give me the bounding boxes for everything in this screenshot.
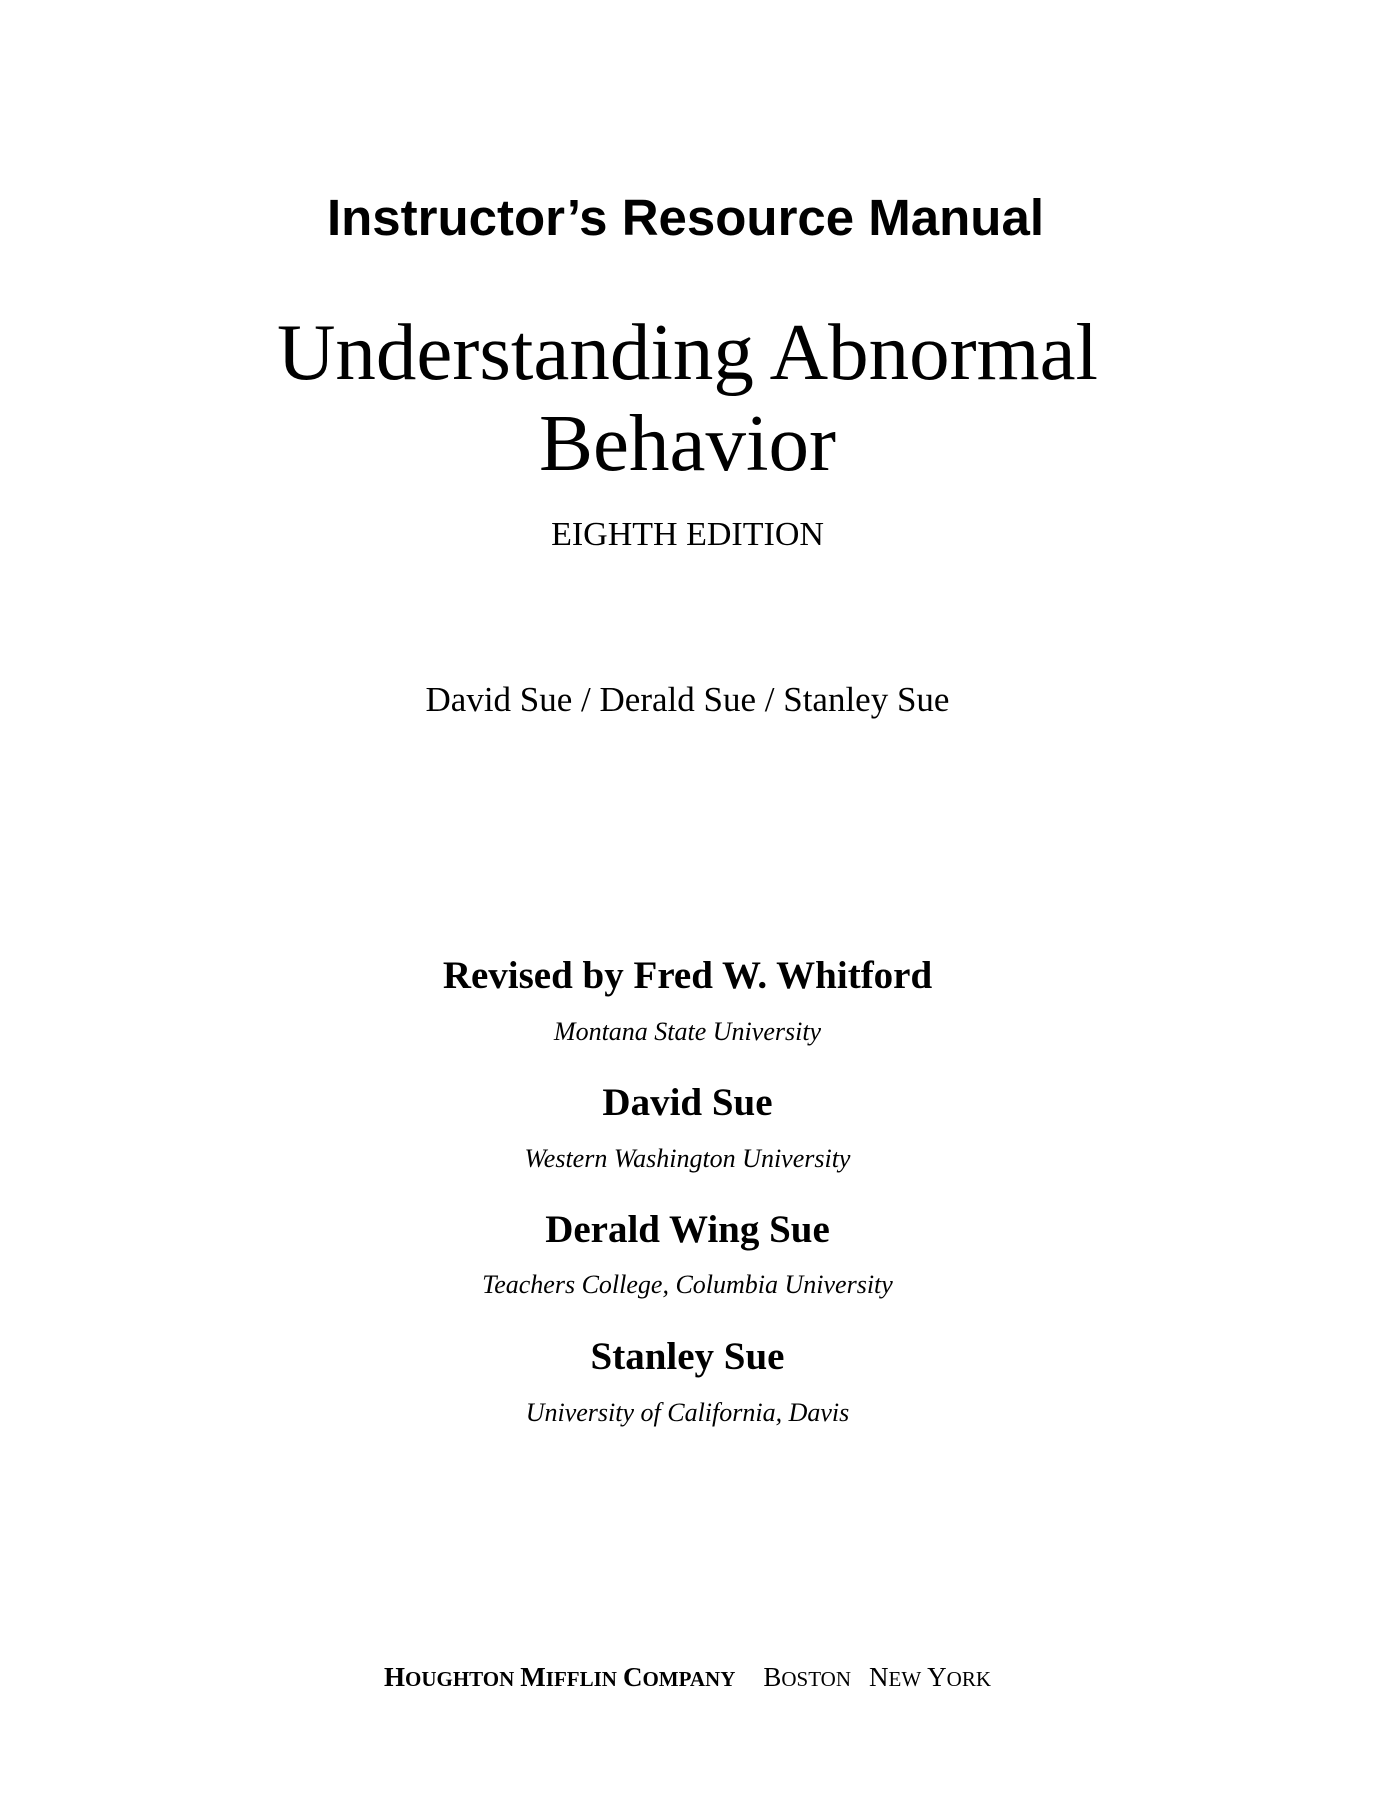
publisher-city: NEW YORK — [869, 1662, 992, 1692]
authors-line: David Sue / Derald Sue / Stanley Sue — [425, 680, 950, 719]
contributor-affiliation: Western Washington University — [524, 1144, 851, 1173]
contributor-affiliation: Montana State University — [553, 1017, 822, 1046]
manual-title: Instructor’s Resource Manual — [326, 189, 1044, 246]
contributor-name: Stanley Sue — [590, 1335, 785, 1378]
book-title-line-1: Understanding Abnormal — [276, 307, 1099, 397]
contributor-affiliation: Teachers College, Columbia University — [482, 1270, 893, 1299]
publisher-name: HOUGHTON MIFFLIN COMPANY — [383, 1662, 736, 1692]
contributor-affiliation: University of California, Davis — [525, 1398, 850, 1427]
contributor-name: Derald Wing Sue — [545, 1208, 830, 1251]
contributor-name: David Sue — [602, 1081, 773, 1124]
edition-label: EIGHTH EDITION — [551, 516, 824, 553]
publisher-city: BOSTON — [763, 1662, 852, 1692]
book-title-line-2: Behavior — [539, 398, 836, 488]
contributor-name-reviser: Revised by Fred W. Whitford — [442, 954, 933, 997]
publisher-line — [0, 1664, 1383, 1691]
